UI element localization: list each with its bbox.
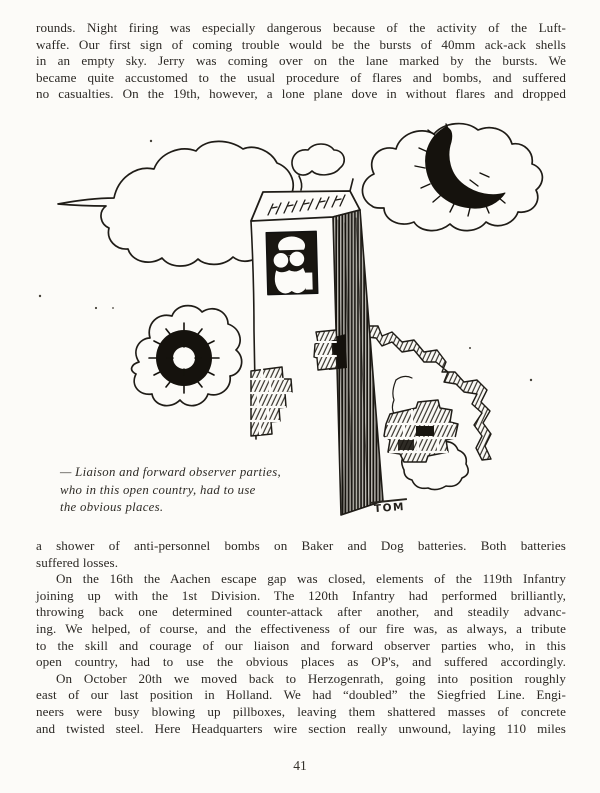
text-line: suffered losses.	[36, 554, 119, 570]
text-line: rounds. Night firing was especially dangerous because of the activity of the Luft-	[36, 20, 566, 35]
text-line: throwing back one determined counter-attack after another, and steadily advanc-	[36, 604, 566, 620]
text-line: ing. We helped, of course, and the effectiveness of our fire was, as always, a tribute	[36, 620, 566, 636]
text-line: became quite accustomed to the usual procedure of flares and bombs, and suffered	[36, 69, 566, 85]
text-line: open country, had to use the obvious places as OP's, and suffered accordingly.	[36, 654, 566, 670]
brick-chunk-on-tower	[314, 330, 347, 370]
text-line: joining up with the 1st Division. The 120th Infantry had performed brilliantly,	[36, 587, 566, 603]
brick-rubble-pile	[384, 400, 458, 462]
cartoon-illustration	[0, 118, 600, 518]
cloud-small-top	[292, 144, 344, 190]
top-paragraph	[36, 20, 566, 103]
wall-fragment-left	[251, 367, 292, 436]
flak-burst-left	[132, 306, 242, 406]
page-number: 41	[293, 758, 307, 773]
bottom-paragraphs	[36, 538, 566, 737]
observer-window	[266, 231, 318, 294]
text-line: to the skill and courage of our liaison and forward observer parties who, in this	[36, 637, 566, 653]
caption-line: who in this open country, had to use	[60, 482, 256, 497]
text-line: waffe. Our first sign of coming trouble would be the bursts of 40mm ack-ack shells	[36, 36, 566, 52]
text-line: no casualties. On the 19th, however, a lone plane dove in without flares and dropped	[36, 86, 566, 102]
text-line: in an empty sky. Jerry was coming over on the lane marked by the bursts. We	[36, 53, 566, 69]
illustration-caption	[60, 464, 290, 517]
text-line: and twisted steel. Here Headquarters wire section really unwound, laying 110 miles	[36, 720, 566, 736]
caption-line: the obvious places.	[60, 500, 164, 514]
artist-signature: TOM	[373, 500, 406, 516]
text-line: east of our last position in Holland. We had “doubled” the Siegfried Line. Engi-	[36, 687, 566, 703]
text-line: On the 16th the Aachen escape gap was closed, elements of the 119th Infantry	[56, 571, 566, 587]
text-line: On October 20th we moved back to Herzogenrath, going into position roughly	[56, 670, 566, 686]
text-line: neers were busy blowing up pillboxes, leaving them shattered masses of concrete	[36, 703, 566, 719]
text-line: a shower of anti-personnel bombs on Baker and Dog batteries. Both batteries	[36, 538, 566, 553]
caption-line: — Liaison and forward observer parties,	[60, 465, 281, 479]
